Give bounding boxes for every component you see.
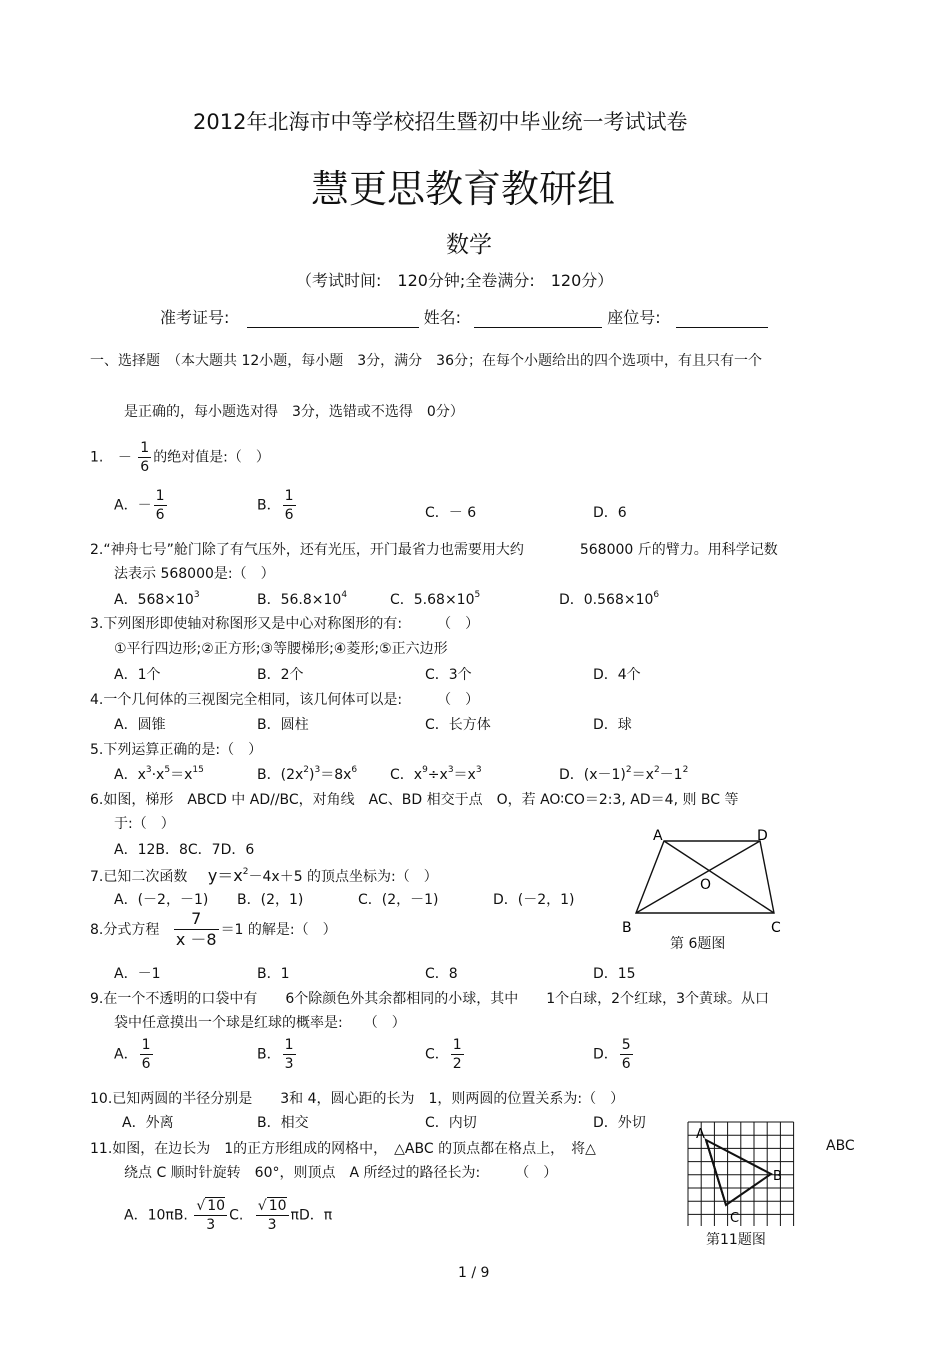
q4-line1: 4.一个几何体的三视图完全相同，该几何体可以是: （ ） xyxy=(90,692,480,708)
subject-title: 数学 xyxy=(446,232,492,258)
q5-option-a: A．$x^3\cdot x^5=x^{15}$ xyxy=(114,765,204,783)
header-line1: 2012年北海市中等学校招生暨初中毕业统一考试试卷 xyxy=(193,110,688,134)
q1-option-d: D．6 xyxy=(593,505,627,521)
q5-option-d: D．$(x-1)^2=x^2-1^2$ xyxy=(559,765,689,783)
q3-option-a: A．1个 xyxy=(114,667,161,683)
q3-option-b: B．2个 xyxy=(257,667,304,683)
q6-line1: 6.如图，梯形 ABCD 中 AD//BC，对角线 AC、BD 相交于点 O，若 AO∶CO＝2:3, AD＝4, 则 BC 等 xyxy=(90,792,739,808)
q1-stem: 1. － $\frac{1}{6}$ 的绝对值是:（ ） xyxy=(90,440,270,476)
q9-line2: 袋中任意摸出一个球是红球的概率是: （ ） xyxy=(114,1015,406,1031)
q5-option-b: B．$(2x^2)^3=8x^6$ xyxy=(257,765,358,783)
q8-fraction: $\frac{7}{x -8}$ xyxy=(175,909,217,950)
q2-option-d: D．$0.568\times 10^6$ xyxy=(559,590,660,608)
q9-line1: 9.在一个不透明的口袋中有 6个除颜色外其余都相同的小球，其中 1个白球，2个红球，3个黄球。从口 xyxy=(90,991,769,1007)
exam-info: （考试时间: 120分钟;全卷满分: 120分） xyxy=(296,271,614,290)
q10-option-b: B．相交 xyxy=(257,1115,309,1131)
q7-stem: 7.已知二次函数 $y=x^2-4x+5$ 的顶点坐标为:（ ） xyxy=(90,866,438,885)
q7-option-c: C．(2，－1) xyxy=(358,892,439,908)
q9-option-c: C． $\frac{1}{2}$ xyxy=(425,1037,462,1073)
figure11-caption: 第11题图 xyxy=(706,1232,766,1248)
q7-option-b: B．(2，1) xyxy=(237,892,304,908)
q5-line1: 5.下列运算正确的是:（ ） xyxy=(90,742,263,758)
q2-line1: 2.“神舟七号”舱门除了有气压外，还有光压，开门最省力也需要用大约 568000 斤的臂力。用科学记数 xyxy=(90,542,778,558)
q4-option-b: B．圆柱 xyxy=(257,717,309,733)
fig6-label-o: O xyxy=(700,877,712,893)
id-label: 准考证号: xyxy=(160,308,230,327)
q8-option-a: A．－1 xyxy=(114,966,161,982)
q11-line1: 11.如图，在边长为 1的正方形组成的网格中， △ABC 的顶点都在格点上， 将△ xyxy=(90,1141,596,1157)
figure6-caption: 第 6题图 xyxy=(670,936,726,952)
q9-option-a: A． $\frac{1}{6}$ xyxy=(114,1037,151,1073)
q1-option-b: B． $\frac{1}{6}$ xyxy=(257,488,294,524)
q9-option-d: D． $\frac{5}{6}$ xyxy=(593,1037,631,1073)
fig6-label-d: D xyxy=(757,828,768,844)
q8-option-d: D．15 xyxy=(593,966,636,982)
q3-option-d: D．4个 xyxy=(593,667,641,683)
fig6-label-c: C xyxy=(771,920,781,936)
q3-option-c: C．3个 xyxy=(425,667,472,683)
q4-option-a: A．圆锥 xyxy=(114,717,166,733)
q7-option-d: D．(－2，1) xyxy=(493,892,575,908)
q10-line1: 10.已知两圆的半径分别是 3和 4，圆心距的长为 1，则两圆的位置关系为:（ ） xyxy=(90,1091,625,1107)
q4-option-c: C．长方体 xyxy=(425,717,491,733)
q2-line2: 法表示 568000是:（ ） xyxy=(114,566,275,582)
name-label: 姓名: xyxy=(423,308,461,327)
fig6-label-a: A xyxy=(653,828,663,844)
q11-line1-end: ABC xyxy=(826,1138,855,1154)
q8-option-b: B．1 xyxy=(257,966,290,982)
fig11-label-b: B xyxy=(773,1169,782,1184)
seat-label: 座位号: xyxy=(607,308,661,327)
q1-option-c: C．－ 6 xyxy=(425,505,477,521)
q11-options: A．10πB. $\frac{√ 10}{3}$ C. $\frac{√ 10}{3}$ πD．π xyxy=(124,1198,333,1234)
fig11-label-a: A xyxy=(696,1127,705,1142)
q10-option-d: D．外切 xyxy=(593,1115,646,1131)
q5-option-c: C．$x^9\div x^3=x^3$ xyxy=(390,765,482,783)
q1-fraction: $\frac{1}{6}$ xyxy=(140,440,150,476)
fig11-label-c: C xyxy=(730,1211,740,1226)
q6-options: A．12B．8C．7D．6 xyxy=(114,842,255,858)
page-number: 1 / 9 xyxy=(458,1265,490,1281)
q10-option-c: C．内切 xyxy=(425,1115,477,1131)
q11-line2: 绕点 C 顺时针旋转 60°，则顶点 A 所经过的路径长为: （ ） xyxy=(124,1165,558,1181)
section1-line2: 是正确的，每小题选对得 3分，选错或不选得 0分） xyxy=(124,404,464,420)
q6-line2: 于:（ ） xyxy=(114,816,175,832)
q3-line2: ①平行四边形;②正方形;③等腰梯形;④菱形;⑤正六边形 xyxy=(114,641,448,657)
q2-option-b: B．$56.8\times 10^4$ xyxy=(257,590,348,608)
q4-option-d: D．球 xyxy=(593,717,632,733)
name-blank xyxy=(474,312,602,328)
figure11-grid xyxy=(682,1116,798,1226)
id-blank xyxy=(247,312,419,328)
q2-option-c: C．$5.68\times 10^5$ xyxy=(390,590,481,608)
q7-option-a: A．(－2，－1) xyxy=(114,892,209,908)
fig6-label-b: B xyxy=(622,920,632,936)
q1-option-a: A．－ $\frac{1}{6}$ xyxy=(114,488,165,524)
seat-blank xyxy=(676,312,768,328)
q2-option-a: A．$568\times 10^3$ xyxy=(114,590,200,608)
q9-option-b: B． $\frac{1}{3}$ xyxy=(257,1037,294,1073)
q10-option-a: A．外离 xyxy=(122,1115,174,1131)
org-title: 慧更思教育教研组 xyxy=(311,167,616,211)
q8-option-c: C．8 xyxy=(425,966,458,982)
q8-stem: 8.分式方程 $\frac{7}{x -8}$ ＝1 的解是:（ ） xyxy=(90,909,337,950)
section1-line1: 一、选择题 （本大题共 12小题，每小题 3分，满分 36分；在每个小题给出的四个选项中，有且只有一个 xyxy=(90,353,762,369)
figure6-trapezoid xyxy=(620,826,790,946)
candidate-fields xyxy=(160,305,768,328)
q3-line1: 3.下列图形即使轴对称图形又是中心对称图形的有: （ ） xyxy=(90,616,480,632)
